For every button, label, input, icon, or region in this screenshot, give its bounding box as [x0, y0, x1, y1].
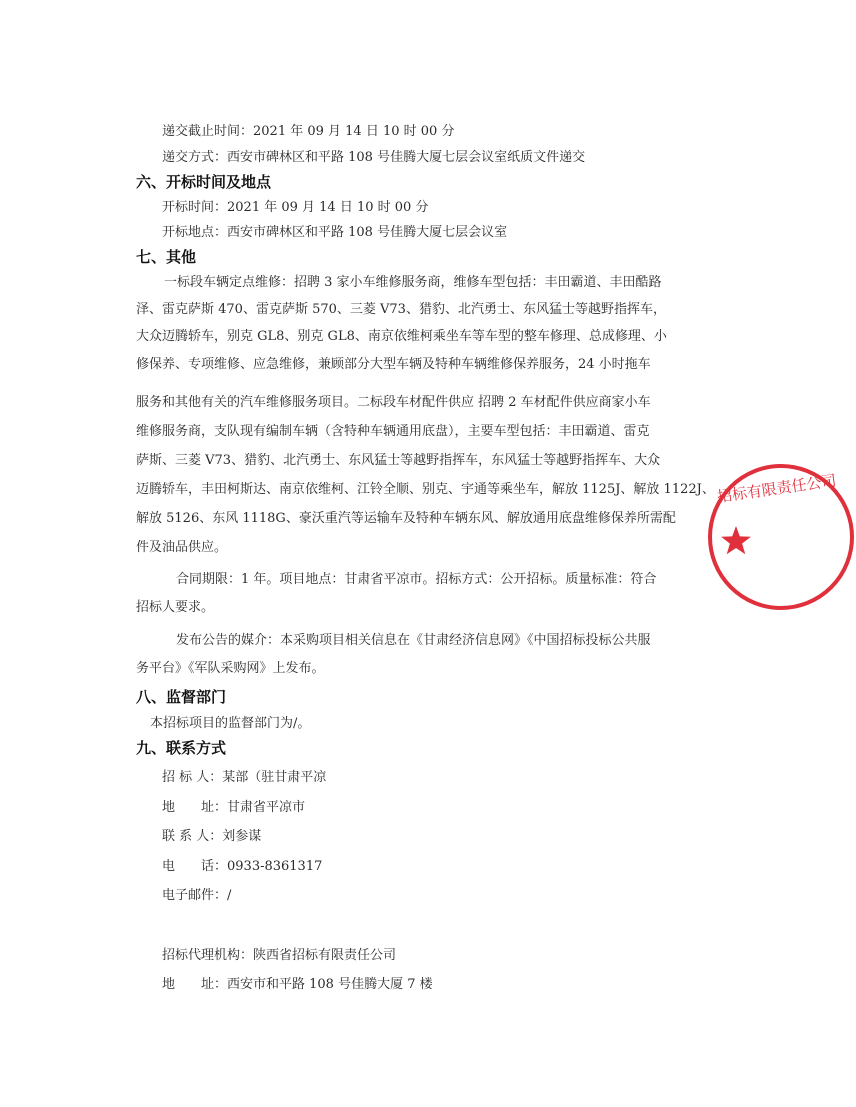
seal-star-icon [721, 526, 751, 554]
para1-line: 迈腾轿车，丰田柯斯达、南京依维柯、江铃全顺、别克、宇通等乘坐车，解放 1125J、解放 1122J、 [136, 482, 715, 497]
para1-line: 解放 5126、东风 1118G、豪沃重汽等运输车及特种车辆东风、解放通用底盘维修保养所需配 [136, 511, 676, 526]
agency-address-line: 地 址：西安市和平路 108 号佳腾大厦 7 楼 [162, 977, 433, 992]
submission-method: 递交方式：西安市碑林区和平路 108 号佳腾大厦七层会议室纸质文件递交 [162, 150, 586, 165]
para1-line: 萨斯、三菱 V73、猎豹、北汽勇士、东风猛士等越野指挥车，东风猛士等越野指挥车、大众 [136, 453, 661, 468]
para1-line: 泽、雷克萨斯 470、雷克萨斯 570、三菱 V73、猎豹、北汽勇士、东风猛士等越野指挥车， [136, 302, 666, 317]
para3-line: 务平台》《军队采购网》上发布。 [136, 661, 325, 676]
contact-line: 联 系 人：刘参谋 [162, 829, 262, 844]
para3-line: 发布公告的媒介：本采购项目相关信息在《甘肃经济信息网》《中国招标投标公共服 [176, 633, 651, 648]
section7-heading: 七、其他 [136, 248, 197, 266]
para1-line: 修保养、专项维修、应急维修，兼顾部分大型车辆及特种车辆维修保养服务，24 小时拖车 [136, 357, 651, 372]
seal-lettering: 招标有限责任公司 [716, 471, 838, 506]
para2-line: 合同期限：1 年。项目地点：甘肃省平凉市。招标方式：公开招标。质量标准：符合 [176, 572, 657, 587]
phone-line: 电 话：0933-8361317 [162, 859, 323, 874]
section6-heading: 六、开标时间及地点 [136, 173, 272, 191]
section8-heading: 八、监督部门 [136, 688, 227, 706]
email-line: 电子邮件：/ [162, 888, 232, 903]
section9-heading: 九、联系方式 [136, 739, 227, 757]
tenderer-line: 招 标 人：某部（驻甘肃平凉 [162, 770, 327, 785]
para1-line: 维修服务商，支队现有编制车辆（含特种车辆通用底盘），主要车型包括：丰田霸道、雷克 [136, 424, 650, 439]
submission-deadline: 递交截止时间：2021 年 09 月 14 日 10 时 00 分 [162, 124, 455, 139]
supervision-text: 本招标项目的监督部门为/。 [150, 716, 311, 731]
para1-line: 一标段车辆定点维修：招聘 3 家小车维修服务商，维修车型包括：丰田霸道、丰田酷路 [164, 275, 662, 290]
para2-line: 招标人要求。 [136, 600, 215, 615]
opening-place: 开标地点：西安市碑林区和平路 108 号佳腾大厦七层会议室 [162, 225, 508, 240]
para1-line: 服务和其他有关的汽车维修服务项目。二标段车材配件供应 招聘 2 车材配件供应商家小车 [136, 395, 651, 410]
company-seal [706, 462, 856, 612]
para1-line: 件及油品供应。 [136, 540, 228, 555]
opening-time: 开标时间：2021 年 09 月 14 日 10 时 00 分 [162, 200, 429, 215]
address-line: 地 址：甘肃省平凉市 [162, 800, 306, 815]
para1-line: 大众迈腾轿车，别克 GL8、别克 GL8、南京依维柯乘坐车等车型的整车修理、总成修理、小 [136, 329, 667, 344]
agency-line: 招标代理机构：陕西省招标有限责任公司 [162, 948, 397, 963]
